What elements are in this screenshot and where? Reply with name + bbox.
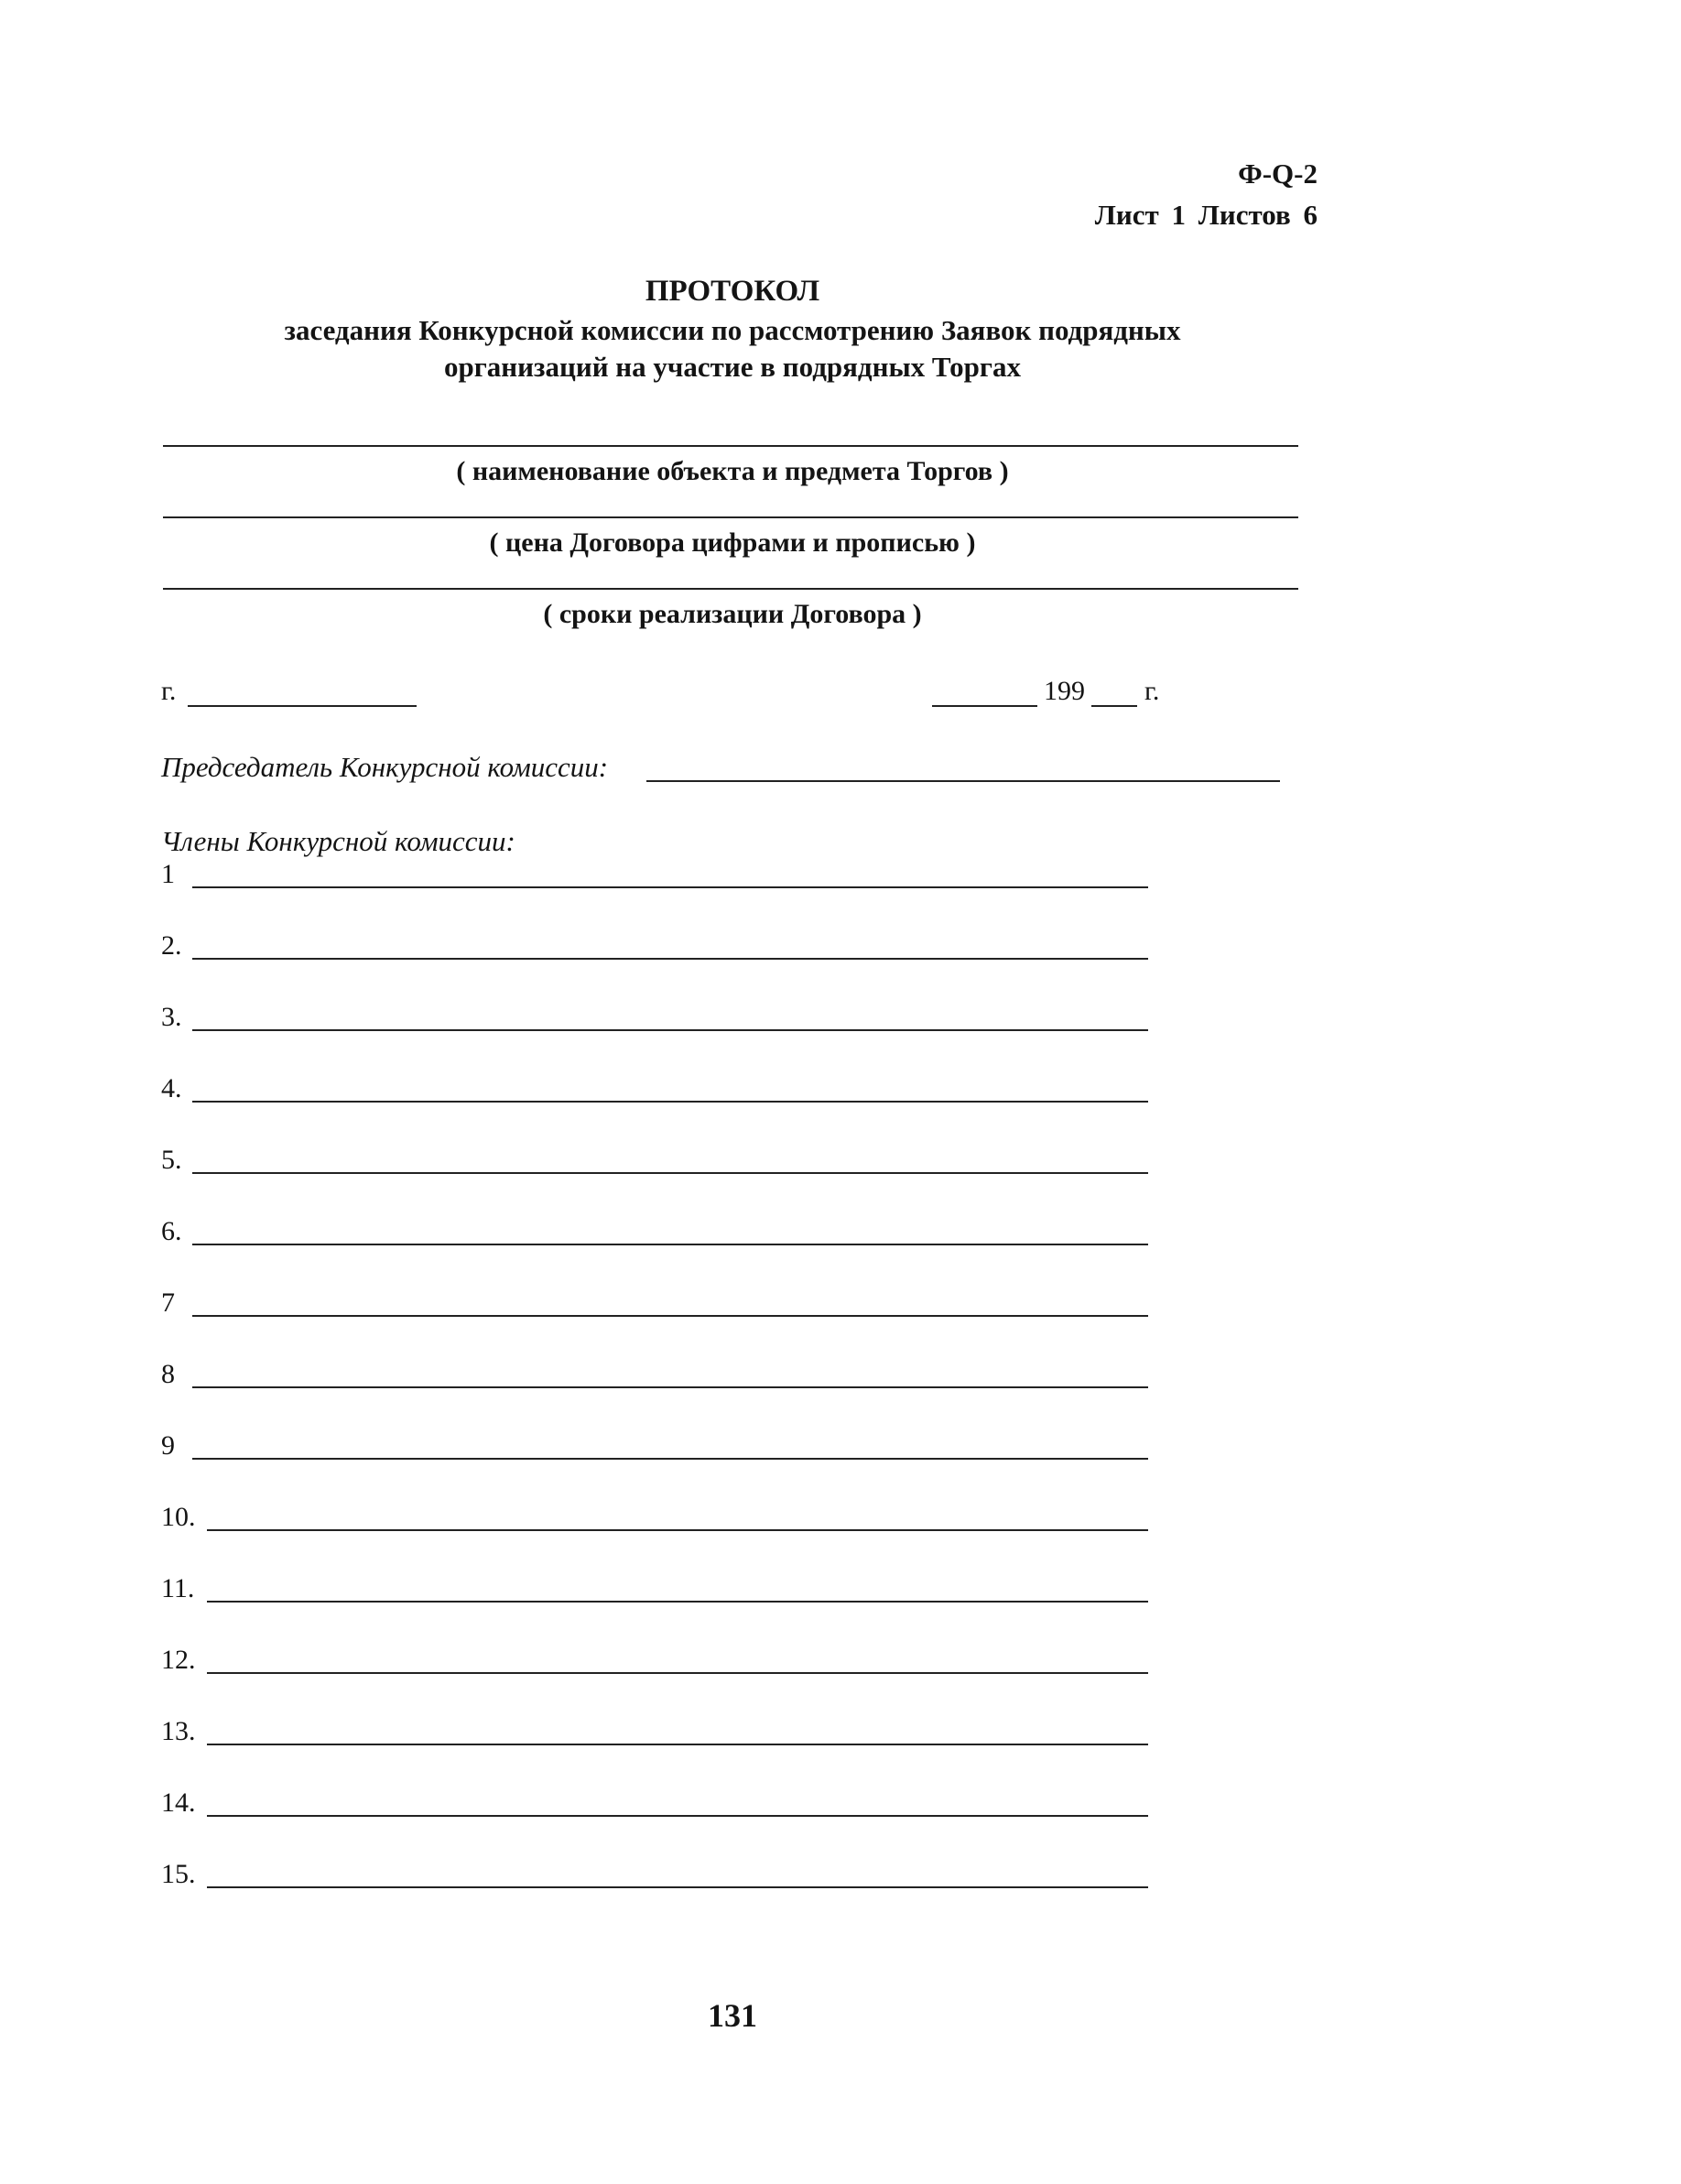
subtitle-line-2: организаций на участие в подрядных Торгах bbox=[443, 351, 1022, 383]
member-row bbox=[161, 1075, 1168, 1112]
member-number: 11. bbox=[161, 1573, 195, 1603]
members-label: Члены Конкурсной комиссии: bbox=[161, 825, 515, 857]
member-row bbox=[161, 1504, 1168, 1540]
member-fill-line[interactable] bbox=[192, 886, 1148, 888]
member-fill-line[interactable] bbox=[192, 958, 1148, 960]
member-fill-line[interactable] bbox=[192, 1029, 1148, 1031]
member-number: 13. bbox=[161, 1716, 196, 1746]
member-number: 12. bbox=[161, 1645, 196, 1675]
price-caption: ( цена Договора цифрами и прописью ) bbox=[489, 527, 976, 558]
member-fill-line[interactable] bbox=[192, 1244, 1148, 1245]
member-row bbox=[161, 1004, 1168, 1040]
member-number: 15. bbox=[161, 1859, 196, 1889]
member-fill-line[interactable] bbox=[207, 1601, 1148, 1603]
member-row bbox=[161, 1575, 1168, 1612]
city-fill-line[interactable] bbox=[188, 705, 417, 707]
member-number: 9 bbox=[161, 1430, 175, 1461]
member-fill-line[interactable] bbox=[192, 1386, 1148, 1388]
member-number: 6. bbox=[161, 1216, 182, 1246]
day-month-fill-line[interactable] bbox=[932, 705, 1037, 707]
member-fill-line[interactable] bbox=[207, 1815, 1148, 1817]
year-prefix: 199 bbox=[1044, 676, 1085, 706]
terms-fill-line[interactable] bbox=[163, 588, 1298, 590]
member-fill-line[interactable] bbox=[207, 1744, 1148, 1745]
terms-caption: ( сроки реализации Договора ) bbox=[543, 599, 922, 629]
member-fill-line[interactable] bbox=[207, 1529, 1148, 1531]
member-number: 1 bbox=[161, 859, 175, 889]
member-fill-line[interactable] bbox=[207, 1886, 1148, 1888]
document-title: ПРОТОКОЛ bbox=[645, 275, 820, 308]
member-fill-line[interactable] bbox=[207, 1672, 1148, 1674]
member-row bbox=[161, 1218, 1168, 1255]
member-row bbox=[161, 932, 1168, 969]
member-row bbox=[161, 1146, 1168, 1183]
object-fill-line[interactable] bbox=[163, 445, 1298, 447]
city-label: г. bbox=[161, 676, 177, 706]
member-row bbox=[161, 1646, 1168, 1683]
member-row bbox=[161, 1361, 1168, 1397]
object-caption: ( наименование объекта и предмета Торгов ) bbox=[456, 456, 1009, 486]
member-number: 8 bbox=[161, 1359, 175, 1389]
member-row bbox=[161, 861, 1168, 897]
price-fill-line[interactable] bbox=[163, 516, 1298, 518]
year-suffix: г. bbox=[1144, 676, 1160, 706]
member-number: 3. bbox=[161, 1002, 182, 1032]
year-fill-line[interactable] bbox=[1091, 705, 1137, 707]
member-row bbox=[161, 1432, 1168, 1469]
member-number: 10. bbox=[161, 1502, 196, 1532]
member-number: 5. bbox=[161, 1145, 182, 1175]
member-number: 14. bbox=[161, 1787, 196, 1818]
member-fill-line[interactable] bbox=[192, 1315, 1148, 1317]
chairman-fill-line[interactable] bbox=[646, 780, 1280, 782]
member-fill-line[interactable] bbox=[192, 1172, 1148, 1174]
chairman-label: Председатель Конкурсной комиссии: bbox=[161, 751, 609, 783]
member-number: 2. bbox=[161, 930, 182, 961]
document-subtitle bbox=[0, 312, 1465, 386]
member-row bbox=[161, 1789, 1168, 1826]
subtitle-line-1: заседания Конкурсной комиссии по рассмотрению Заявок подрядных bbox=[284, 314, 1181, 346]
page-number: 131 bbox=[708, 1997, 757, 2034]
member-fill-line[interactable] bbox=[192, 1101, 1148, 1103]
member-number: 4. bbox=[161, 1073, 182, 1103]
sheet-info: Лист 1 Листов 6 bbox=[1094, 199, 1318, 231]
form-code: Ф-Q-2 bbox=[1238, 158, 1318, 190]
member-number: 7 bbox=[161, 1288, 175, 1318]
member-row bbox=[161, 1718, 1168, 1755]
member-fill-line[interactable] bbox=[192, 1458, 1148, 1460]
member-row bbox=[161, 1289, 1168, 1326]
member-row bbox=[161, 1861, 1168, 1897]
